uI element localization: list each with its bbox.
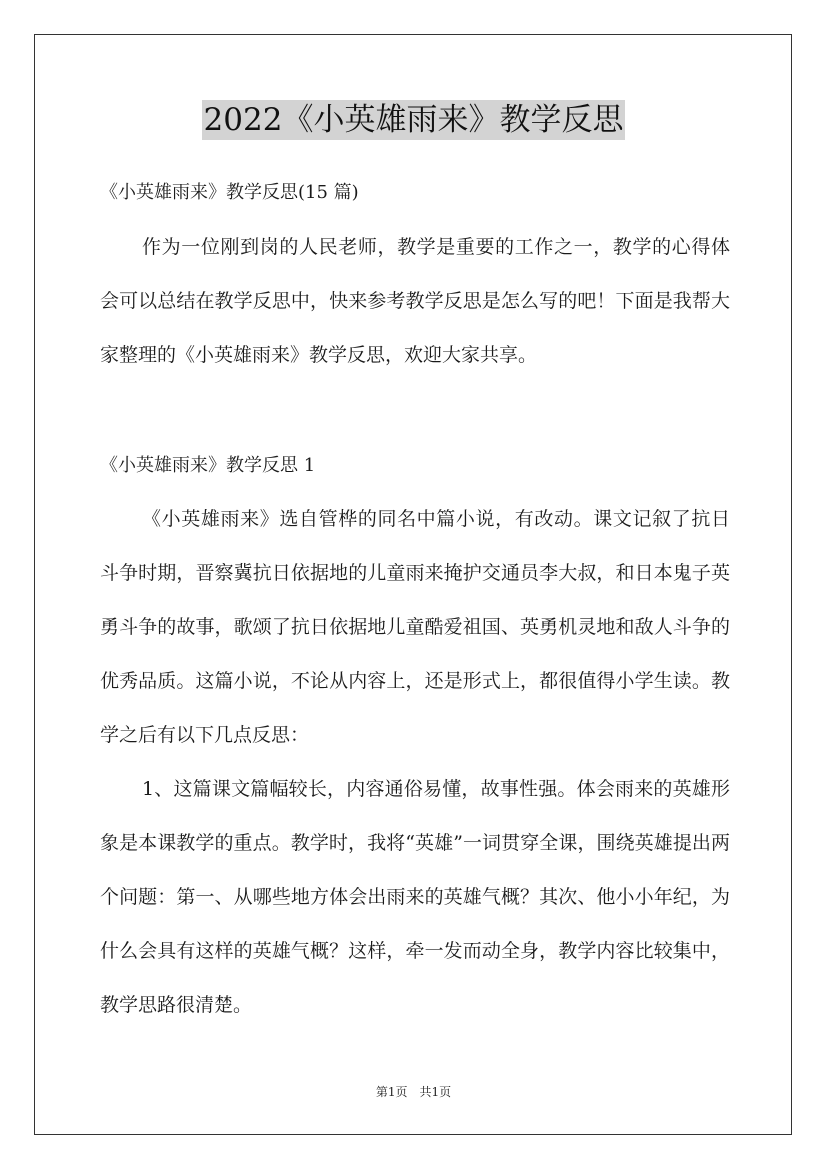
- document-title: 2022《小英雄雨来》教学反思: [203, 102, 624, 138]
- body-paragraph-2: 1、这篇课文篇幅较长，内容通俗易懂，故事性强。体会雨来的英雄形象是本课教学的重点。教学时，我将“英雄”一词贯穿全课，围绕英雄提出两个问题：第一、从哪些地方体会出雨来的英雄气概？其次、他小小年纪，为什么会具有这样的英雄气概？这样，牵一发而动全身，教学内容比较集中，教学思路很清楚。: [100, 778, 730, 1016]
- title-container: [0, 100, 827, 140]
- page-footer: 第1页 共1页: [375, 1085, 452, 1099]
- body-paragraph-1: 《小英雄雨来》选自管桦的同名中篇小说，有改动。课文记叙了抗日斗争时期，晋察冀抗日依据地的儿童雨来掩护交通员李大叔，和日本鬼子英勇斗争的故事，歌颂了抗日依据地儿童酷爱祖国、英勇机灵地和敌人斗争的优秀品质。这篇小说，不论从内容上，还是形式上，都很值得小学生读。教学之后有以下几点反思：: [100, 508, 730, 746]
- section-heading: 《小英雄雨来》教学反思 1: [100, 455, 316, 476]
- intro-paragraph: 作为一位刚到岗的人民老师，教学是重要的工作之一，教学的心得体会可以总结在教学反思中，快来参考教学反思是怎么写的吧！下面是我帮大家整理的《小英雄雨来》教学反思，欢迎大家共享。: [100, 236, 730, 366]
- document-subtitle: 《小英雄雨来》教学反思(15 篇): [100, 182, 359, 203]
